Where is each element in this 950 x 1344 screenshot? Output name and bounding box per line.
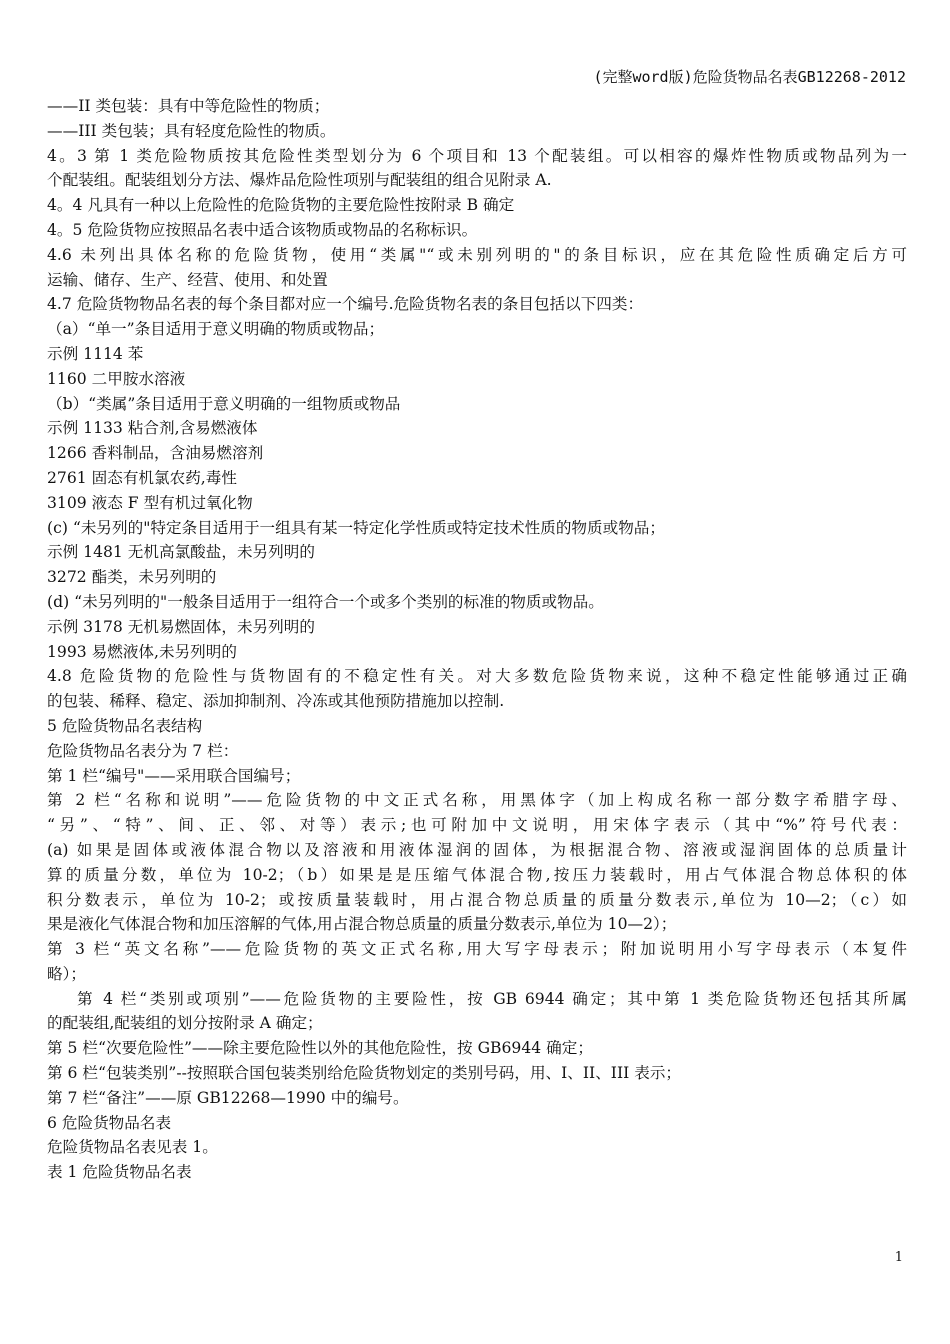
text-line: ——III 类包装；具有轻度危险性的物质。 — [47, 121, 336, 140]
text-line: 1266 香料制品，含油易燃溶剂 — [47, 444, 264, 463]
text-line: 的包装、稀释、稳定、添加抑制剂、冷冻或其他预防措施加以控制. — [47, 692, 505, 711]
text-line: 示例 3178 无机易燃固体，未另列明的 — [47, 617, 315, 636]
text-line: （a）“单一”条目适用于意义明确的物质或物品； — [47, 320, 385, 339]
text-line: 第 4 栏“类别或项别”——危险货物的主要险性，按 GB 6944 确定；其中第 1 类危险货物还包括其所属 — [77, 989, 907, 1008]
text-line: 第 7 栏“备注”——原 GB12268—1990 中的编号。 — [47, 1088, 409, 1107]
text-line: 第 1 栏“编号"——采用联合国编号； — [47, 766, 301, 785]
text-line: 4.7 危险货物物品名表的每个条目都对应一个编号.危险货物名表的条目包括以下四类： — [47, 295, 644, 314]
text-line: 第 3 栏“英文名称”——危险货物的英文正式名称,用大写字母表示；附加说明用小写字母表示（本复件 — [47, 940, 907, 959]
text-line: 3109 液态 F 型有机过氧化物 — [47, 493, 253, 512]
table-caption: 表 1 危险货物品名表 — [47, 1163, 192, 1182]
text-line: 2761 固态有机氯农药,毒性 — [47, 468, 237, 487]
text-line: 积分数表示，单位为 10-2；或按质量装载时，用占混合物总质量的质量分数表示,单位为 10—2；（c）如 — [47, 890, 907, 909]
text-line: 的配装组,配装组的划分按附录 A 确定； — [47, 1014, 323, 1033]
section-heading: 6 危险货物品名表 — [47, 1113, 172, 1132]
text-line: 4。5 危险货物应按照品名表中适合该物质或物品的名称标识。 — [47, 220, 478, 239]
text-line: 4。3 第 1 类危险物质按其危险性类型划分为 6 个项目和 13 个配装组。可以相容的爆炸性物质或物品列为一 — [47, 146, 907, 165]
text-line: (c) “未另列的"特定条目适用于一组具有某一特定化学性质或特定技术性质的物质或物品； — [47, 518, 665, 537]
section-heading: 5 危险货物品名表结构 — [47, 716, 203, 735]
page-number: 1 — [894, 1250, 903, 1265]
text-line: 略）； — [47, 964, 86, 983]
text-line: (d) “未另列明的"一般条目适用于一组符合一个或多个类别的标准的物质或物品。 — [47, 592, 604, 611]
text-line: 4。4 凡具有一种以上危险性的危险货物的主要危险性按附录 B 确定 — [47, 196, 515, 215]
page-header: (完整word版)危险货物品名表GB12268-2012 — [593, 68, 906, 86]
text-line: 示例 1133 粘合剂,含易燃液体 — [47, 419, 258, 438]
text-line: 4.6 未列出具体名称的危险货物，使用“类属"“或未别列明的"的条目标识，应在其危险性质确定后方可 — [47, 245, 907, 264]
text-line: “另”、“特”、间、正、邻、对等）表示;也可附加中文说明，用宋体字表示（其中“%”符号代表： — [47, 816, 907, 835]
text-line: 第 2 栏“名称和说明”——危险货物的中文正式名称，用黑体字（加上构成名称一部分数字希腊字母、 — [47, 791, 907, 810]
text-line: 危险货物品名表分为 7 栏： — [47, 741, 239, 760]
text-line: 危险货物品名表见表 1。 — [47, 1138, 218, 1157]
text-line: 运输、储存、生产、经营、使用、和处置 — [47, 270, 328, 289]
text-line: 果是液化气体混合物和加压溶解的气体,用占混合物总质量的质量分数表示,单位为 10—2）； — [47, 915, 677, 934]
text-line: ——II 类包装：具有中等危险性的物质； — [47, 97, 330, 115]
text-line: (a) 如果是固体或液体混合物以及溶液和用液体湿润的固体，为根据混合物、溶液或湿润固体的总质量计 — [47, 840, 907, 859]
text-line: 4.8 危险货物的危险性与货物固有的不稳定性有关。对大多数危险货物来说，这种不稳定性能够通过正确 — [47, 667, 907, 686]
text-line: 算的质量分数，单位为 10-2；（b）如果是是压缩气体混合物,按压力装载时，用占气体混合物总体积的体 — [47, 865, 907, 884]
text-line: 个配装组。配装组划分方法、爆炸品危险性项别与配装组的组合见附录 A. — [47, 171, 552, 190]
text-line: 1993 易燃液体,未另列明的 — [47, 642, 237, 661]
text-line: 3272 酯类，未另列明的 — [47, 568, 217, 587]
text-line: 第 5 栏“次要危险性”——除主要危险性以外的其他危险性，按 GB6944 确定； — [47, 1039, 593, 1058]
text-line: 示例 1481 无机高氯酸盐，未另列明的 — [47, 543, 315, 562]
text-line: 示例 1114 苯 — [47, 344, 144, 363]
text-line: 1160 二甲胺水溶液 — [47, 369, 186, 388]
text-line: （b）“类属”条目适用于意义明确的一组物质或物品 — [47, 394, 401, 413]
body-text — [47, 94, 907, 1185]
text-line: 第 6 栏“包装类别”--按照联合国包装类别给危险货物划定的类别号码，用、I、II、III 表示； — [47, 1064, 682, 1083]
